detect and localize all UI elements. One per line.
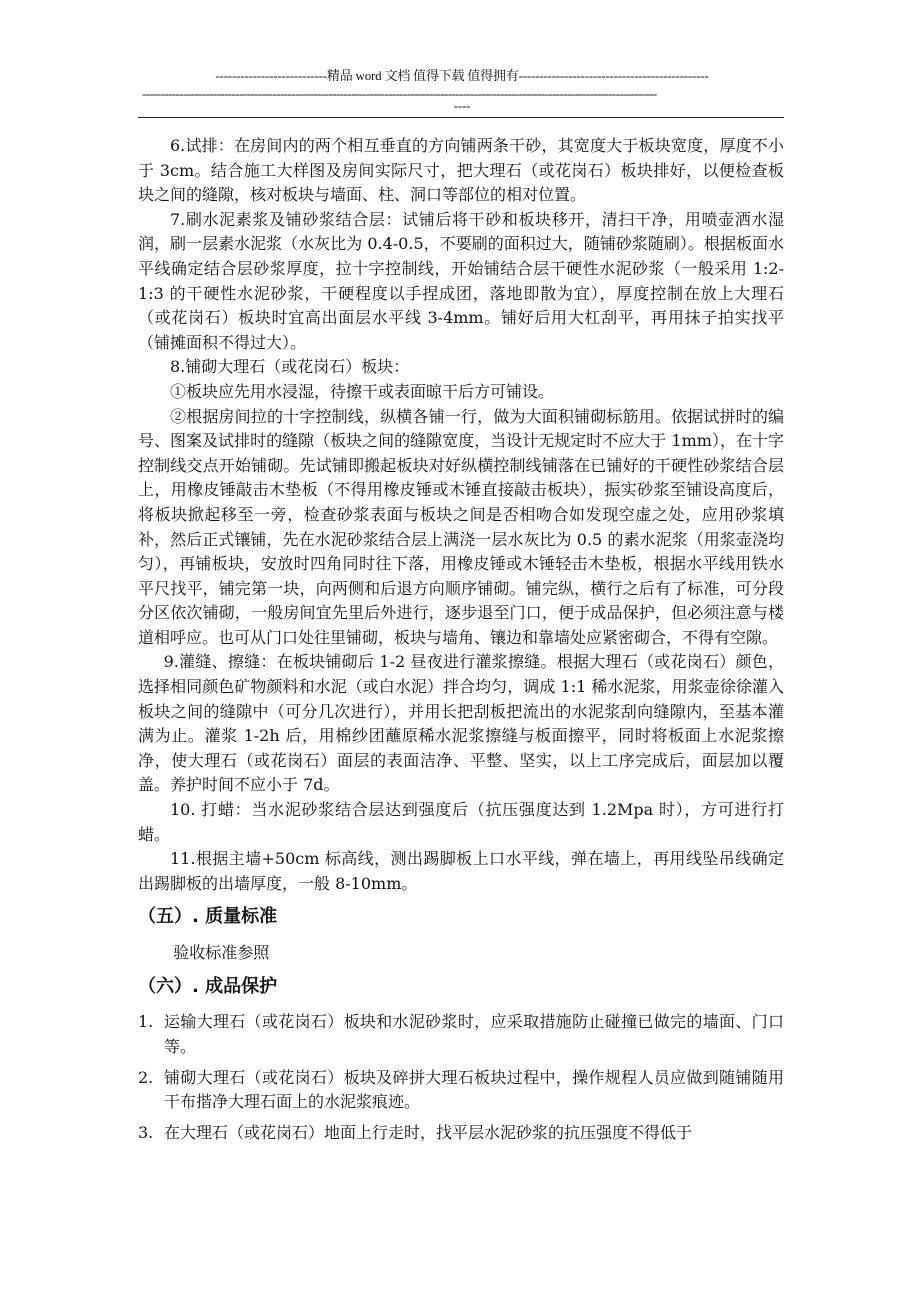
list-item [138, 1121, 784, 1146]
list-text: 铺砌大理石（或花岗石）板块及碎拼大理石板块过程中，操作规程人员应做到随铺随用干布揩净大理石面上的水泥浆痕迹。 [164, 1067, 784, 1112]
paragraph-skirting: 11.根据主墙+50cm 标高线，测出踢脚板上口水平线，弹在墙上，再用线坠吊线确定出踢脚板的出墙厚度，一般 8-10mm。 [138, 849, 784, 893]
quality-body: 验收标准参照 [173, 943, 270, 963]
header-banner: ---------------------------精品 word 文档 值得下载 值得拥有---------------------------------------------- [215, 68, 709, 83]
list-number: 2. [138, 1067, 154, 1087]
section-title-quality: （五）. 质量标准 [138, 906, 278, 928]
paragraph-laying-heading: 8.铺砌大理石（或花岗石）板块： [170, 357, 410, 377]
header-dash-line: ------------------------------------------------------------------------------------------------------------------------------------------ [142, 86, 657, 101]
list-text: 在大理石（或花岗石）地面上行走时，找平层水泥砂浆的抗压强度不得低于 [164, 1122, 693, 1142]
paragraph-laying-step-2: ②根据房间拉的十字控制线，纵横各铺一行，做为大面积铺砌标筋用。依据试拼时的编号、图案及试排时的缝隙（板块之间的缝隙宽度，当设计无规定时不应大于 1mm），在十字控制线交点开始铺砌。先试铺即搬起板块对好纵横控制线铺落在已铺好的干硬性砂浆结合层上，用橡皮锤敲击木垫板（不得用橡皮锤或木锤直接敲击板块），振实砂浆至铺设高度后，将板块掀起移至一旁，检查砂浆表面与板块之间是否相吻合如发现空虚之处，应用砂浆填补，然后正式镶铺，先在水泥砂浆结合层上满浇一层水灰比为 0.5 的素水泥浆（用浆壶浇均匀），再铺板块，安放时四角同时往下落，用橡皮锤或木锤轻击木垫板，根据水平线用铁水平尺找平，铺完第一块，向两侧和后退方向顺序铺砌。铺完纵，横行之后有了标准，可分段分区依次铺砌，一般房间宜先里后外进行，逐步退至门口，便于成品保护，但必须注意与楼道相呼应。也可从门口处往里铺砌，板块与墙角、镶边和靠墙处应紧密砌合，不得有空隙。 [138, 406, 784, 647]
list-item [138, 1010, 784, 1059]
paragraph-grouting: 9.灌缝、擦缝：在板块铺砌后 1-2 昼夜进行灌浆擦缝。根据大理石（或花岗石）颜色，选择相同颜色矿物颜料和水泥（或白水泥）拌合均匀，调成 1:1 稀水泥浆，用浆壶徐徐灌入板块之间的缝隙中（可分几次进行），并用长把刮板把流出的水泥浆刮向缝隙内，至基本灌满为止。灌浆 1-2h 后，用棉纱团蘸原稀水泥浆擦缝与板面擦平，同时将板面上水泥浆擦净，使大理石（或花岗石）面层的表面洁净、平整、坚实，以上工序完成后，面层加以覆盖。养护时间不应小于 7d。 [138, 652, 784, 795]
header-rule [138, 117, 784, 118]
paragraph-trial-layout: 6.试排：在房间内的两个相互垂直的方向铺两条干砂，其宽度大于板块宽度，厚度不小于 3cm。结合施工大样图及房间实际尺寸，把大理石（或花岗石）板块排好，以便检查板块之间的缝隙，核对板块与墙面、柱、洞口等部位的相对位置。 [138, 136, 784, 205]
list-item [138, 1066, 784, 1115]
paragraph-laying-step-1: ①板块应先用水浸湿，待擦干或表面晾干后方可铺设。 [170, 381, 555, 401]
paragraph-waxing: 10. 打蜡：当水泥砂浆结合层达到强度后（抗压强度达到 1.2Mpa 时），方可进行打蜡。 [138, 800, 784, 844]
list-number: 1. [138, 1012, 154, 1032]
list-number: 3. [138, 1122, 154, 1142]
document-body [138, 134, 784, 1151]
section-title-protection: （六）. 成品保护 [138, 976, 278, 998]
header-dash-tail: ---- [453, 98, 471, 113]
protection-list [138, 1010, 784, 1145]
list-text: 运输大理石（或花岗石）板块和水泥砂浆时，应采取措施防止碰撞已做完的墙面、门口等。 [164, 1012, 784, 1056]
paragraph-mortar-layer: 7.刷水泥素浆及铺砂浆结合层：试铺后将干砂和板块移开，清扫干净，用喷壶洒水湿润，刷一层素水泥浆（水灰比为 0.4-0.5，不要刷的面积过大，随铺砂浆随刷）。根据板面水平线确定结合层砂浆厚度，拉十字控制线，开始铺结合层干硬性水泥砂浆（一般采用 1:2-1:3 的干硬性水泥砂浆，干硬程度以手捏成团，落地即散为宜），厚度控制在放上大理石（或花岗石）板块时宜高出面层水平线 3-4mm。铺好后用大杠刮平，再用抹子拍实找平（铺摊面积不得过大）。 [138, 209, 784, 352]
